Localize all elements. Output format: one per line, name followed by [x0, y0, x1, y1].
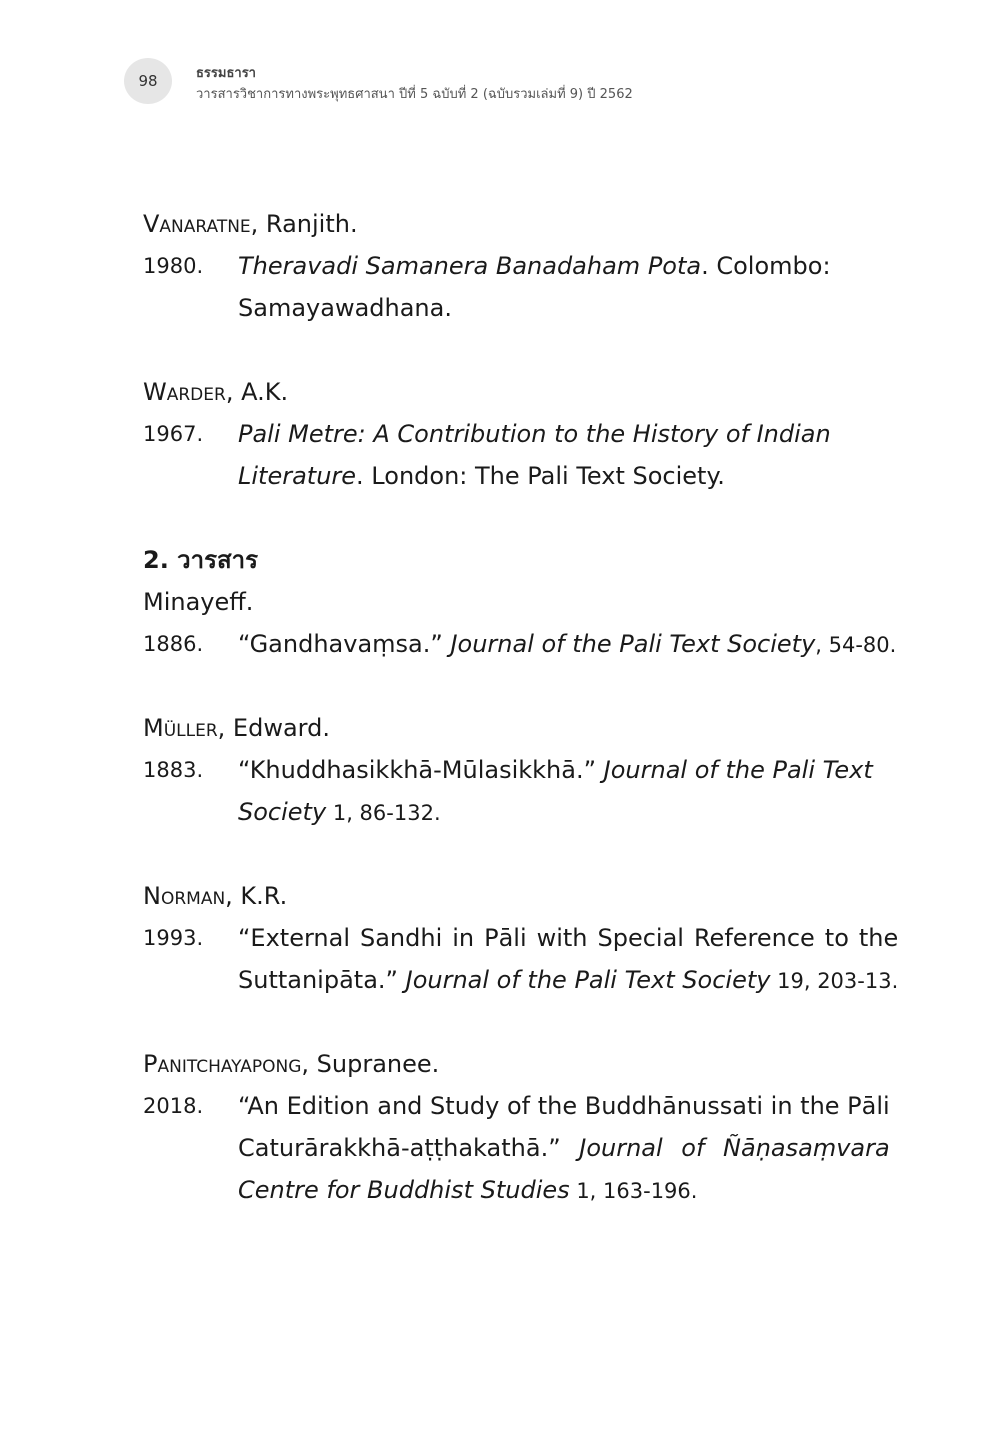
journal-subtitle: วารสารวิชาการทางพระพุทธศาสนา ปีที่ 5 ฉบับที่ 2 (ฉบับรวมเล่มที่ 9) ปี 2562: [196, 87, 633, 102]
entry-year: 1886.: [143, 632, 204, 656]
journal-title: Journal of the Pali Text Society: [450, 630, 816, 658]
entry-muller-1883: 1883. “Khuddhasikkhā-Mūlasikkhā.” Journal of the Pali Text Society 1, 86-132.: [143, 749, 829, 833]
page-number-badge: [124, 58, 172, 104]
entry-warder-1967: 1967. Pali Metre: A Contribution to the History of Indian Literature. London: The Pali Text Society.: [143, 413, 829, 497]
author-panitchayapong: Panitchayapong, Supranee.: [143, 1050, 440, 1078]
book-title: Theravadi Samanera Banadaham Pota: [238, 252, 702, 280]
entry-vanaratne-1980: 1980. Theravadi Samanera Banadaham Pota. Colombo: Samayawadhana.: [143, 245, 829, 329]
author-muller: Müller, Edward.: [143, 714, 330, 742]
entry-year: 1993.: [143, 926, 204, 950]
author-norman: Norman, K.R.: [143, 882, 288, 910]
entry-year: 1967.: [143, 422, 204, 446]
author-vanaratne: Vanaratne, Ranjith.: [143, 210, 358, 238]
entry-year: 2018.: [143, 1094, 204, 1118]
section-heading: 2. วารสาร: [143, 546, 259, 574]
journal-name: ธรรมธารา: [196, 66, 256, 81]
entry-panitchayapong-2018: 2018. “An Edition and Study of the Buddhānussati in the Pāli Caturārakkhā-aṭṭhakathā.” Journal of Ñāṇasaṃvara Centre for Buddhist Studies 1, 163-196.: [143, 1085, 829, 1211]
book-title: Pali Metre: A Contribution to the History of Indian: [238, 420, 831, 448]
journal-title: Journal of the Pali Text Society: [405, 966, 771, 994]
author-minayeff: Minayeff.: [143, 588, 254, 616]
entry-minayeff-1886: 1886. “Gandhavaṃsa.” Journal of the Pali Text Society, 54-80.: [143, 623, 829, 665]
entry-year: 1883.: [143, 758, 204, 782]
entry-year: 1980.: [143, 254, 204, 278]
entry-norman-1993: 1993. “External Sandhi in Pāli with Special Reference to the Suttanipāta.” Journal of the Pali Text Society 19, 203-13.: [143, 917, 829, 1001]
author-warder: Warder, A.K.: [143, 378, 289, 406]
bibliography: [143, 203, 899, 1211]
journal-title: Journal of the Pali Text: [603, 756, 873, 784]
page-number: 98: [138, 72, 158, 90]
journal-title: Journal of Ñāṇasaṃvara: [579, 1134, 890, 1162]
